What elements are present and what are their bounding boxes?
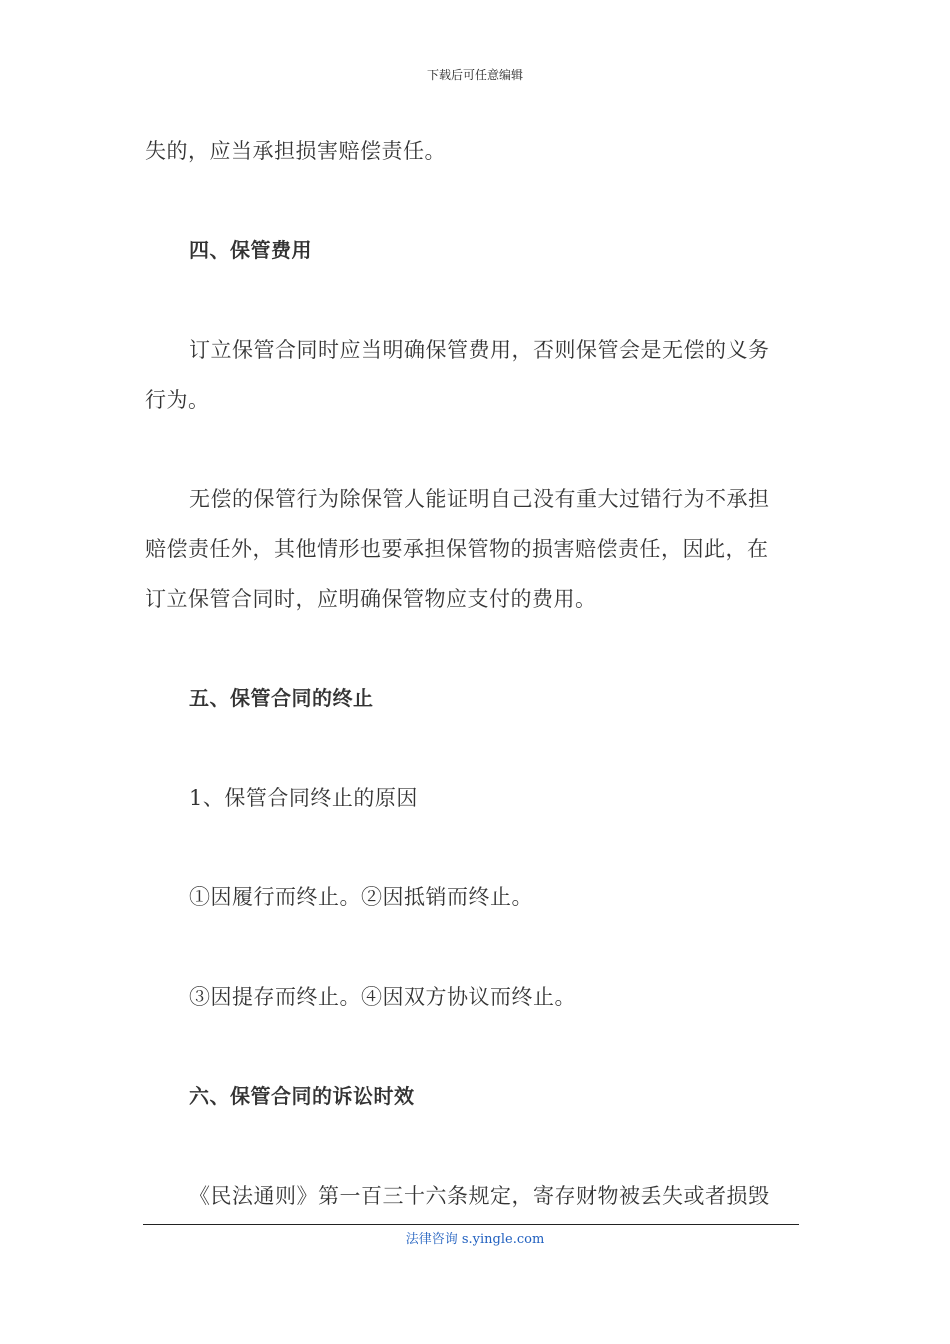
paragraph-line: 《民法通则》第一百三十六条规定，寄存财物被丢失或者损毁 <box>189 1184 770 1208</box>
list-item: 1、保管合同终止的原因 <box>189 786 418 810</box>
footer-divider <box>143 1224 799 1225</box>
list-item: ③因提存而终止。④因双方协议而终止。 <box>189 985 576 1009</box>
paragraph-line: 赔偿责任外，其他情形也要承担保管物的损害赔偿责任，因此，在 <box>145 537 769 561</box>
paragraph-line: 订立保管合同时，应明确保管物应支付的费用。 <box>145 587 597 611</box>
paragraph-line: 无偿的保管行为除保管人能证明自己没有重大过错行为不承担 <box>189 487 770 511</box>
paragraph-line: 订立保管合同时应当明确保管费用，否则保管会是无偿的义务 <box>189 338 770 362</box>
section-heading-5: 五、保管合同的终止 <box>189 686 374 710</box>
paragraph-line: 行为。 <box>145 388 210 412</box>
list-item: ①因履行而终止。②因抵销而终止。 <box>189 885 533 909</box>
header-note: 下载后可任意编辑 <box>426 68 523 82</box>
footer-link[interactable]: 法律咨询 s.yingle.com <box>405 1232 545 1247</box>
paragraph-line: 失的，应当承担损害赔偿责任。 <box>145 139 446 163</box>
section-heading-4: 四、保管费用 <box>189 238 312 262</box>
section-heading-6: 六、保管合同的诉讼时效 <box>189 1084 415 1108</box>
